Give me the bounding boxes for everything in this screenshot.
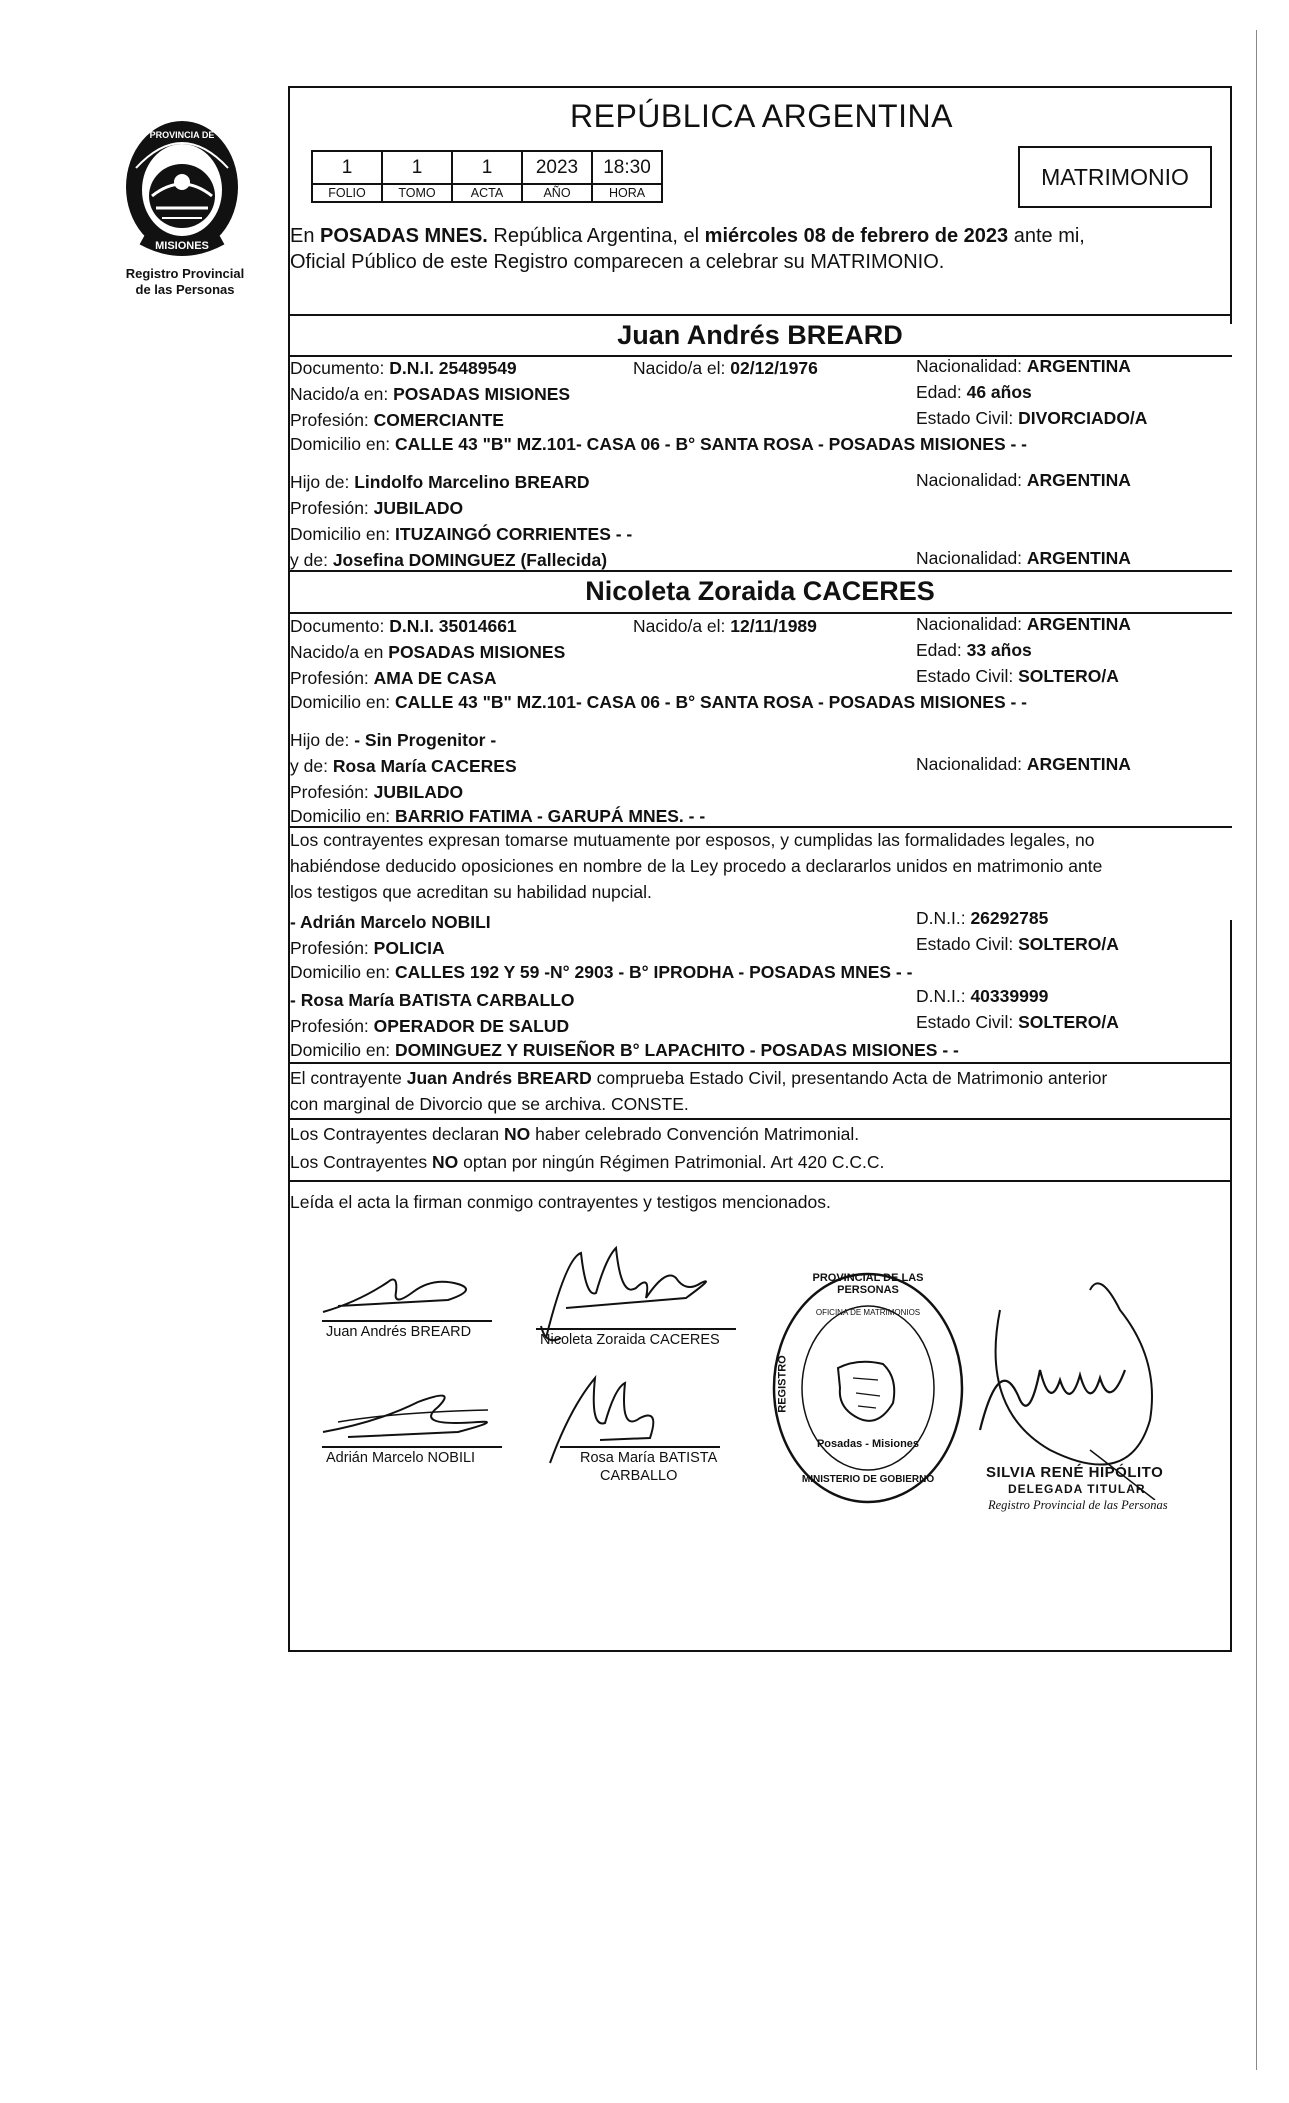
hora-value: 18:30 (592, 151, 662, 184)
registry-stamp (768, 1268, 968, 1508)
groom-mother-value: Josefina DOMINGUEZ (Fallecida) (332, 550, 608, 570)
groom-addr (290, 434, 1027, 454)
bride-born-value: 12/11/1989 (730, 616, 817, 636)
groom-birthplace (290, 384, 570, 404)
groom-age-value: 46 años (966, 382, 1032, 402)
bride-mother-prof (290, 782, 463, 802)
groom-mother (290, 550, 607, 570)
divider-closing-top (288, 1180, 1232, 1182)
bride-nat-value: ARGENTINA (1026, 614, 1131, 634)
bride-prof (290, 668, 496, 688)
groom-mother-label: y de: (290, 550, 333, 570)
groom-father-addr-label: Domicilio en: (290, 524, 396, 544)
bride-prof-value: AMA DE CASA (373, 668, 497, 688)
stamp-center-text: Posadas - Misiones (816, 1438, 920, 1450)
groom-birthplace-label: Nacido/a en: (290, 384, 394, 404)
record-index-table (311, 150, 663, 203)
witness1-dni-label: D.N.I.: (916, 908, 971, 928)
convention-2b: NO (432, 1152, 459, 1172)
intro-text-2: República Argentina, el (487, 225, 705, 247)
bride-mother (290, 756, 517, 776)
page-title: REPÚBLICA ARGENTINA (570, 98, 953, 134)
bride-nat (916, 614, 1131, 634)
tomo-label: TOMO (382, 184, 452, 202)
witness1-civil-value: SOLTERO/A (1018, 934, 1119, 954)
witness2-name: - Rosa María BATISTA CARBALLO (290, 990, 575, 1010)
groom-nat-value: ARGENTINA (1026, 356, 1131, 376)
bride-age-value: 33 años (966, 640, 1032, 660)
bride-father-value: - Sin Progenitor - (354, 730, 497, 750)
bride-prof-label: Profesión: (290, 668, 374, 688)
groom-father-addr (290, 524, 632, 544)
witness1-civil-label: Estado Civil: (916, 934, 1019, 954)
bride-mother-addr-label: Domicilio en: (290, 806, 396, 826)
groom-birthplace-value: POSADAS MISIONES (393, 384, 571, 404)
logo-seal-top: PROVINCIA DE (149, 130, 215, 140)
witness1-signature-name: Adrián Marcelo NOBILI (326, 1450, 476, 1466)
bride-civil-label: Estado Civil: (916, 666, 1019, 686)
groom-born (633, 358, 818, 378)
hora-label: HORA (592, 184, 662, 202)
closing-text: Leída el acta la firman conmigo contrayentes y testigos mencionados. (290, 1192, 831, 1212)
witness1-prof-label: Profesión: (290, 938, 374, 958)
stamp-inner-text: OFICINA DE MATRIMONIOS (815, 1308, 921, 1317)
witness1-prof (290, 938, 445, 958)
witness2-civil (916, 1012, 1119, 1032)
witness1-addr (290, 962, 912, 982)
groom-signature-icon (318, 1262, 488, 1322)
groom-civil-label: Estado Civil: (916, 408, 1019, 428)
stamp-top-text: PROVINCIAL DE LAS PERSONAS (812, 1272, 924, 1296)
bride-age-label: Edad: (916, 640, 967, 660)
witness2-prof (290, 1016, 569, 1036)
groom-father-prof-label: Profesión: (290, 498, 374, 518)
groom-doc (290, 358, 517, 378)
bride-doc-value: D.N.I. 35014661 (389, 616, 517, 636)
groom-age (916, 382, 1032, 402)
record-type: MATRIMONIO (1041, 164, 1189, 190)
frame-top-border (288, 86, 1232, 88)
convention-1b: NO (504, 1124, 531, 1144)
bride-nat-label: Nacionalidad: (916, 614, 1027, 634)
declaration-line-1: Los contrayentes expresan tomarse mutuamente por esposos, y cumplidas las formalidades legales, no (290, 830, 1095, 850)
groom-father-nat (916, 470, 1131, 490)
groom-born-label: Nacido/a el: (633, 358, 731, 378)
record-type-box (1018, 146, 1212, 208)
anio-label: AÑO (522, 184, 592, 202)
groom-name-title: Juan Andrés BREARD (617, 320, 903, 350)
groom-signature-name: Juan Andrés BREARD (326, 1324, 472, 1340)
acta-label: ACTA (452, 184, 522, 202)
bride-mother-nat-label: Nacionalidad: (916, 754, 1027, 774)
bride-birthplace (290, 642, 565, 662)
groom-civil-value: DIVORCIADO/A (1018, 408, 1148, 428)
convention-line-1 (290, 1124, 859, 1144)
groom-signature-line (322, 1320, 492, 1322)
witness2-addr-value: DOMINGUEZ Y RUISEÑOR B° LAPACHITO - POSADAS MISIONES - - (395, 1040, 959, 1060)
groom-doc-label: Documento: (290, 358, 390, 378)
convention-line-2 (290, 1152, 884, 1172)
folio-value: 1 (312, 151, 382, 184)
witness2-prof-value: OPERADOR DE SALUD (373, 1016, 570, 1036)
bride-doc (290, 616, 517, 636)
bride-doc-label: Documento: (290, 616, 390, 636)
intro-line-2: Oficial Público de este Registro comparecen a celebrar su MATRIMONIO. (290, 251, 945, 273)
logo-seal-bottom: MISIONES (155, 240, 209, 252)
groom-born-value: 02/12/1976 (730, 358, 818, 378)
groom-prof-value: COMERCIANTE (373, 410, 504, 430)
witness1-dni-value: 26292785 (970, 908, 1049, 928)
official-role: DELEGADA TITULAR (1008, 1482, 1146, 1496)
provincial-logo (112, 112, 252, 262)
intro-place: POSADAS MNES. (320, 225, 488, 247)
note-text-1: El contrayente (290, 1068, 407, 1088)
intro-date: miércoles 08 de febrero de 2023 (704, 225, 1009, 247)
witness1-signature-icon (318, 1382, 508, 1452)
bride-mother-prof-label: Profesión: (290, 782, 374, 802)
divider-note-top (288, 1062, 1232, 1064)
note-name: Juan Andrés BREARD (406, 1068, 592, 1088)
groom-mother-nat-value: ARGENTINA (1026, 548, 1131, 568)
intro-text-3: ante mi, (1008, 225, 1085, 247)
witness2-addr (290, 1040, 959, 1060)
bride-father-label: Hijo de: (290, 730, 355, 750)
declaration-line-3: los testigos que acreditan su habilidad nupcial. (290, 882, 652, 902)
groom-doc-value: D.N.I. 25489549 (389, 358, 517, 378)
groom-age-label: Edad: (916, 382, 967, 402)
frame-right-border (1230, 86, 1232, 324)
logo-org-line2: de las Personas (135, 282, 235, 297)
bride-mother-label: y de: (290, 756, 333, 776)
groom-prof-label: Profesión: (290, 410, 374, 430)
convention-2c: optan por ningún Régimen Patrimonial. Art 420 C.C.C. (458, 1152, 885, 1172)
bride-mother-nat (916, 754, 1131, 774)
witness1-name: - Adrián Marcelo NOBILI (290, 912, 491, 932)
witness1-addr-label: Domicilio en: (290, 962, 396, 982)
bride-age (916, 640, 1032, 660)
divider-convention-top (288, 1118, 1232, 1120)
acta-value: 1 (452, 151, 522, 184)
groom-father-prof-value: JUBILADO (373, 498, 464, 518)
divider-groom-top (288, 314, 1232, 316)
witness2-dni-label: D.N.I.: (916, 986, 971, 1006)
stamp-left-text: REGISTRO (776, 1355, 789, 1413)
witness2-prof-label: Profesión: (290, 1016, 374, 1036)
groom-father-label: Hijo de: (290, 472, 355, 492)
official-org: Registro Provincial de las Personas (988, 1498, 1168, 1512)
bride-civil (916, 666, 1119, 686)
groom-nat (916, 356, 1131, 376)
divider-bride-top (288, 570, 1232, 572)
witness2-signature-line (560, 1446, 720, 1448)
frame-right-border-lower (1230, 920, 1232, 1652)
bride-addr (290, 692, 1027, 712)
groom-mother-nat-label: Nacionalidad: (916, 548, 1027, 568)
intro-text-1: En (290, 225, 321, 247)
witness2-civil-label: Estado Civil: (916, 1012, 1019, 1032)
bride-name-title: Nicoleta Zoraida CACERES (585, 576, 935, 606)
witness2-signature-name-1: Rosa María BATISTA (580, 1450, 718, 1466)
official-name: SILVIA RENÉ HIPÓLITO (986, 1464, 1164, 1481)
bride-birthplace-value: POSADAS MISIONES (388, 642, 566, 662)
note-line-2: con marginal de Divorcio que se archiva. CONSTE. (290, 1094, 689, 1114)
folio-label: FOLIO (312, 184, 382, 202)
bride-birthplace-label: Nacido/a en (290, 642, 389, 662)
page-edge-mark (1256, 30, 1257, 2070)
bride-civil-value: SOLTERO/A (1018, 666, 1119, 686)
bride-signature-name: Nicoleta Zoraida CACERES (540, 1332, 720, 1348)
declaration-line-2: habiéndose deducido oposiciones en nombre de la Ley procedo a declararlos unidos en matrimonio ante (290, 856, 1103, 876)
witness2-addr-label: Domicilio en: (290, 1040, 396, 1060)
stamp-bottom-text: MINISTERIO DE GOBIERNO (801, 1474, 935, 1485)
bride-mother-addr-value: BARRIO FATIMA - GARUPÁ MNES. - - (395, 806, 706, 826)
groom-addr-value: CALLE 43 "B" MZ.101- CASA 06 - B° SANTA ROSA - POSADAS MISIONES - - (395, 434, 1027, 454)
witness1-signature-line (322, 1446, 502, 1448)
groom-prof (290, 410, 504, 430)
bride-mother-value: Rosa María CACERES (332, 756, 517, 776)
convention-1c: haber celebrado Convención Matrimonial. (530, 1124, 860, 1144)
witness1-prof-value: POLICIA (373, 938, 445, 958)
groom-mother-nat (916, 548, 1131, 568)
registry-round-stamp-icon (768, 1268, 968, 1508)
witness1-dni (916, 908, 1048, 928)
groom-father (290, 472, 589, 492)
groom-nat-label: Nacionalidad: (916, 356, 1027, 376)
bride-born-label: Nacido/a el: (633, 616, 731, 636)
bride-born (633, 616, 817, 636)
groom-father-nat-label: Nacionalidad: (916, 470, 1027, 490)
witness2-dni-value: 40339999 (970, 986, 1049, 1006)
groom-civil (916, 408, 1147, 428)
bride-mother-nat-value: ARGENTINA (1026, 754, 1131, 774)
witness1-addr-value: CALLES 192 Y 59 -N° 2903 - B° IPRODHA - POSADAS MNES - - (395, 962, 913, 982)
witness1-civil (916, 934, 1119, 954)
bride-mother-addr (290, 806, 705, 826)
witness2-signature-name-2: CARBALLO (600, 1468, 678, 1484)
witness2-dni (916, 986, 1048, 1006)
groom-father-value: Lindolfo Marcelino BREARD (354, 472, 590, 492)
divider-declaration-top (288, 826, 1232, 828)
groom-father-addr-value: ITUZAINGÓ CORRIENTES - - (395, 524, 633, 544)
groom-father-nat-value: ARGENTINA (1026, 470, 1131, 490)
tomo-value: 1 (382, 151, 452, 184)
note-line-1 (290, 1068, 1107, 1088)
bride-father (290, 730, 496, 750)
anio-value: 2023 (522, 151, 592, 184)
bride-signature-line (536, 1328, 736, 1330)
intro-line-1 (290, 224, 1085, 248)
frame-bottom-border (288, 1650, 1232, 1652)
bride-mother-prof-value: JUBILADO (373, 782, 464, 802)
bride-addr-label: Domicilio en: (290, 692, 396, 712)
note-text-2: comprueba Estado Civil, presentando Acta de Matrimonio anterior (591, 1068, 1108, 1088)
bride-addr-value: CALLE 43 "B" MZ.101- CASA 06 - B° SANTA ROSA - POSADAS MISIONES - - (395, 692, 1027, 712)
logo-org-line1: Registro Provincial (125, 266, 245, 281)
witness2-civil-value: SOLTERO/A (1018, 1012, 1119, 1032)
convention-1a: Los Contrayentes declaran (290, 1124, 505, 1144)
groom-father-prof (290, 498, 463, 518)
convention-2a: Los Contrayentes (290, 1152, 433, 1172)
groom-addr-label: Domicilio en: (290, 434, 396, 454)
official-signature-icon (940, 1250, 1190, 1500)
